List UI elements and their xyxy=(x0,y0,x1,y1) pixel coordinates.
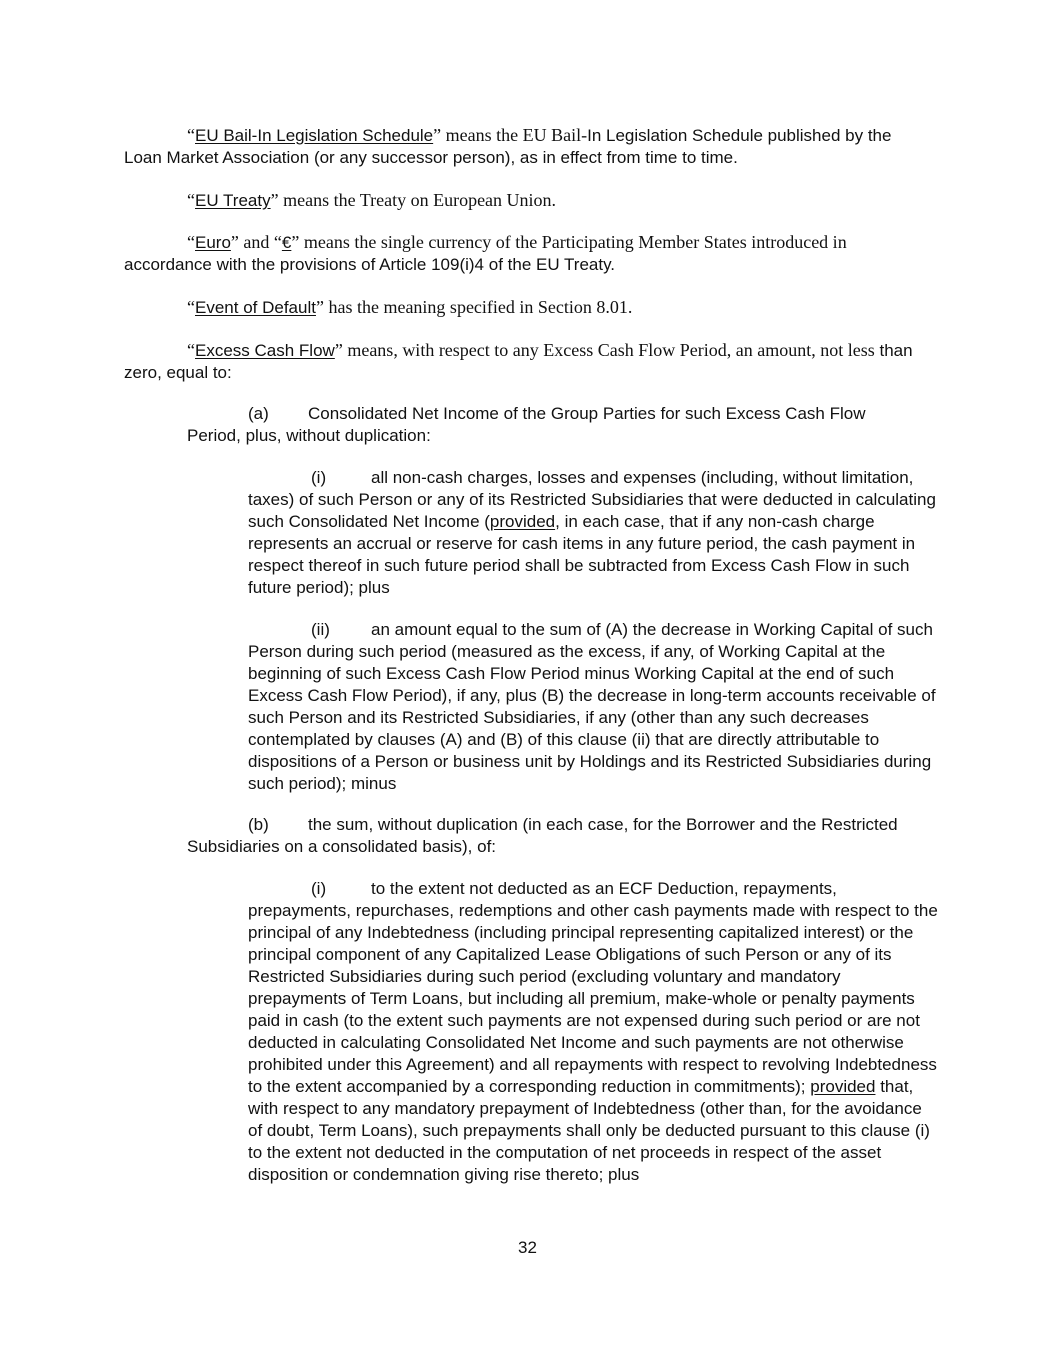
definition-text-serif: has the meaning specified in Section 8.01. xyxy=(323,297,633,317)
clause-a-i xyxy=(248,467,938,599)
definition-text-serif: means the EU Bail- xyxy=(441,125,588,145)
clause-a-ii xyxy=(248,619,938,795)
open-quote: “ xyxy=(187,125,195,145)
definition-text: In Legislation Schedule published by the Loan Market Association (or any successor person), as in effect from time to time. xyxy=(124,126,892,167)
clause-text: Consolidated Net Income of the Group Parties for such Excess Cash Flow Period, plus, without duplication: xyxy=(187,404,866,445)
close-quote: ” xyxy=(433,125,442,145)
close-quote: ” xyxy=(315,297,324,317)
definition-text-serif: means, with respect to any Excess Cash Flow Period, an amount, not less xyxy=(342,340,875,360)
clause-label: (ii) xyxy=(311,620,330,639)
definition-eu-bail-in-legislation-schedule xyxy=(124,124,924,169)
open-quote: “ xyxy=(187,232,195,252)
definition-event-of-default xyxy=(124,296,924,319)
clause-text: the sum, without duplication (in each case, for the Borrower and the Restricted Subsidiaries on a consolidated basis), of: xyxy=(187,815,898,856)
euro-symbol: € xyxy=(281,233,292,252)
defined-term: EU Bail-In Legislation Schedule xyxy=(195,126,434,145)
close-quote: ” xyxy=(270,190,279,210)
open-quote: “ xyxy=(187,297,195,317)
clause-label: (i) xyxy=(311,468,327,487)
clause-text: to the extent not deducted as an ECF Deduction, repayments, prepayments, repurchases, redemptions and other cash payments made with respect to the principal of any Indebtedness (including principal representing capitalized interest) or the principal component of any Capitalized Lease Obligations of such Person or any of its Restricted Subsidiaries during such period (excluding voluntary and mandatory prepayments of Term Loans, but including all premium, make-whole or penalty payments paid in cash (to the extent such payments are not expensed during such period or are not deducted in calculating Consolidated Net Income and such payments are not otherwise prohibited under this Agreement) and all repayments with respect to revolving Indebtedness to the extent accompanied by a corresponding reduction in commitments); xyxy=(248,879,938,1096)
clause-text: an amount equal to the sum of (A) the decrease in Working Capital of such Person during such period (measured as the excess, if any, of Working Capital at the beginning of such Excess Cash Flow Period minus Working Capital at the end of such Excess Cash Flow Period), if any, plus (B) the decrease in long-term accounts receivable of such Person and its Restricted Subsidiaries, if any (other than any such decreases contemplated by clauses (A) and (B) of this clause (ii) that are directly attributable to dispositions of a Person or business unit by Holdings and its Restricted Subsidiaries during such period); minus xyxy=(248,620,936,793)
clause-label: (i) xyxy=(311,879,327,898)
clause-b xyxy=(187,814,917,858)
defined-term: Excess Cash Flow xyxy=(195,341,335,360)
provided-term: provided xyxy=(810,1077,876,1096)
clause-a xyxy=(187,403,917,447)
definition-text: than zero, equal to: xyxy=(124,341,913,382)
definition-eu-treaty xyxy=(124,189,924,212)
definition-euro xyxy=(124,231,924,276)
clause-label: (a) xyxy=(248,404,269,423)
defined-term: Event of Default xyxy=(195,298,316,317)
clause-b-i xyxy=(248,878,938,1186)
quote-and-quote: ” and “ xyxy=(230,232,282,252)
clause-text-continued: , in each case, that if any non-cash charge represents an accrual or reserve for cash items in any future period, the cash payment in respect thereof in such future period shall be subtracted from Excess Cash Flow in such future period); plus xyxy=(248,512,916,597)
clause-label: (b) xyxy=(248,815,269,834)
open-quote: “ xyxy=(187,190,195,210)
page-number: 32 xyxy=(518,1238,537,1257)
definition-text-serif: ” means the single currency of the Participating Member States introduced in xyxy=(291,232,847,252)
close-quote: ” xyxy=(334,340,343,360)
definition-excess-cash-flow xyxy=(124,339,924,384)
clause-text: all non-cash charges, losses and expenses (including, without limitation, taxes) of such Person or any of its Restricted Subsidiaries that were deducted in calculating such Consolidated Net Income ( xyxy=(248,468,936,531)
definition-text-serif: means the Treaty on European Union. xyxy=(278,190,557,210)
defined-term: Euro xyxy=(195,233,231,252)
provided-term: provided xyxy=(489,512,556,531)
defined-term: EU Treaty xyxy=(195,191,271,210)
clause-text-continued: that, with respect to any mandatory prepayment of Indebtedness (other than, for the avoidance of doubt, Term Loans), such prepayments shall only be deducted pursuant to this clause (i) to the extent not deducted in the computation of net proceeds in respect of the asset disposition or condemnation giving rise thereto; plus xyxy=(248,1077,930,1184)
open-quote: “ xyxy=(187,340,195,360)
definition-text: accordance with the provisions of Article 109(i)4 of the EU Treaty. xyxy=(124,255,616,274)
